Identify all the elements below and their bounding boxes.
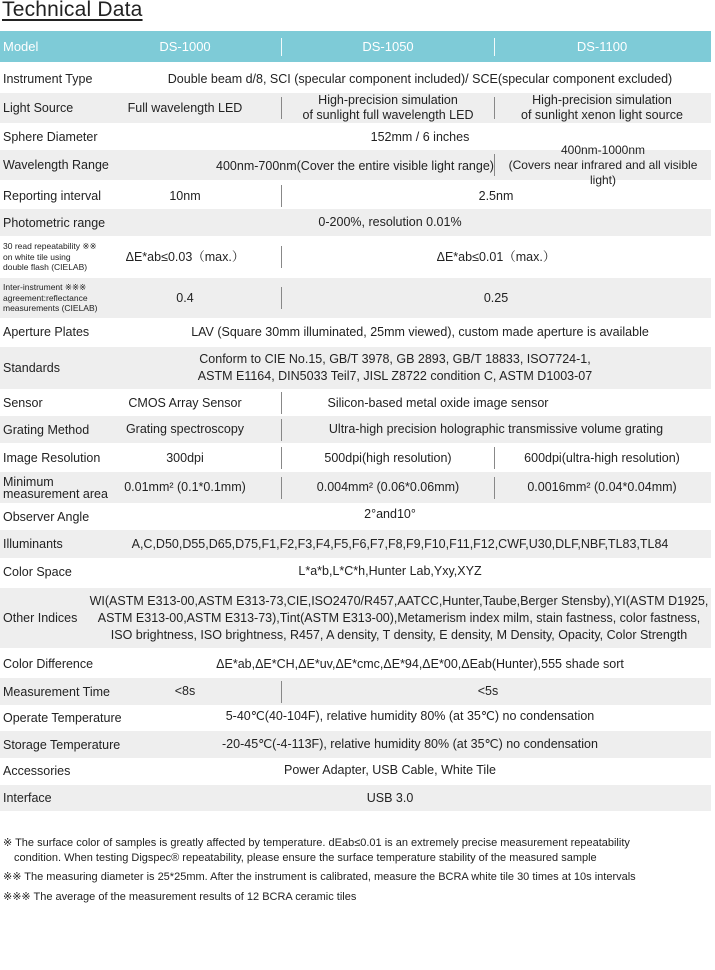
row-label: Standards	[3, 361, 60, 375]
row-label: Image Resolution	[3, 451, 101, 465]
value-ds1000: Full wavelength LED	[127, 100, 243, 115]
row-color-difference	[0, 650, 711, 678]
row-label: Observer Angle	[3, 509, 90, 524]
row-label: Sensor	[3, 396, 43, 410]
row-label: Wavelength Range	[3, 158, 109, 172]
row-value: Double beam d/8, SCI (specular component included)/ SCE(specular component excluded)	[167, 71, 673, 86]
value-ds1100: 0.0016mm² (0.04*0.04mm)	[527, 480, 677, 494]
row-value: L*a*b,L*C*h,Hunter Lab,Yxy,XYZ	[298, 563, 482, 578]
row-light-source	[0, 93, 711, 123]
value-ds1000: ΔE*ab≤0.03（max.）	[125, 249, 245, 264]
row-standards	[0, 347, 711, 389]
row-label: Other Indices	[3, 611, 78, 625]
row-label: Grating Method	[3, 422, 90, 437]
row-label: Inter-instrument ※※※ agreement:reflectance measurements (CIELAB)	[3, 282, 98, 314]
row-label: Minimum measurement area	[3, 474, 108, 501]
header-ds1100: DS-1100	[576, 39, 628, 54]
value-ds1000: Grating spectroscopy	[125, 422, 245, 436]
row-storage-temperature	[0, 731, 711, 758]
row-label: Color Difference	[3, 657, 94, 671]
row-reporting-interval	[0, 182, 711, 210]
header-ds1000: DS-1000	[159, 39, 211, 54]
footnote-1-cont: condition. When testing Digspec® repeatability, please ensure the surface temperature stability of the measured sample	[14, 851, 597, 864]
value-ds1050-1100: Ultra-high precision holographic transmissive volume grating	[328, 422, 664, 436]
row-label: Illuminants	[3, 537, 63, 551]
footnotes	[3, 836, 708, 904]
row-other-indices	[0, 588, 711, 648]
row-wavelength-range	[0, 142, 711, 187]
value-ds1050-1100: Silicon-based metal oxide image sensor	[327, 395, 549, 410]
row-value: ΔE*ab,ΔE*CH,ΔE*uv,ΔE*cmc,ΔE*94,ΔE*00,ΔEab(Hunter),555 shade sort	[216, 656, 624, 671]
row-photometric-range	[0, 209, 711, 236]
value-ds1100: 400nm-1000nm (Covers near infrared and all visible light)	[508, 142, 698, 187]
header-model-label: Model	[3, 39, 39, 54]
row-value: USB 3.0	[366, 790, 414, 805]
value-ds1000: 0.4	[176, 290, 194, 305]
value-ds1100: 600dpi(ultra-high resolution)	[524, 450, 680, 465]
value-ds1050-1100: 2.5nm	[478, 188, 514, 203]
row-value: 0-200%, resolution 0.01%	[318, 215, 462, 229]
value-ds1050-1100: 0.25	[483, 290, 509, 305]
value-ds1050-1100: ΔE*ab≤0.01（max.）	[436, 249, 556, 264]
page-title: Technical Data	[2, 0, 143, 21]
row-label: Color Space	[3, 565, 72, 579]
value-ds1050: 500dpi(high resolution)	[324, 450, 452, 465]
header-ds1050: DS-1050	[362, 39, 414, 54]
footnote-1: ※ The surface color of samples is greatly affected by temperature. dEab≤0.01 is an extremely precise measurement repeatability	[3, 837, 630, 849]
row-label: Sphere Diameter	[3, 130, 98, 144]
row-inter-instrument	[0, 278, 711, 318]
row-value: -20-45℃(-4-113F), relative humidity 80% (at 35℃) no condensation	[222, 737, 598, 751]
value-ds1100: High-precision simulation of sunlight xenon light source	[521, 93, 683, 122]
row-label: Aperture Plates	[3, 325, 90, 339]
row-observer-angle	[0, 503, 711, 530]
table-header	[0, 31, 711, 62]
row-label: Instrument Type	[3, 72, 93, 86]
row-aperture-plates	[0, 318, 711, 346]
row-value: LAV (Square 30mm illuminated, 25mm viewed), custom made aperture is available	[191, 324, 649, 339]
value-ds1050: 0.004mm² (0.06*0.06mm)	[316, 480, 460, 494]
row-label: Measurement Time	[3, 684, 110, 699]
row-label: Light Source	[3, 101, 74, 115]
row-accessories	[0, 758, 711, 784]
row-label: Photometric range	[3, 215, 106, 230]
row-label: Storage Temperature	[3, 737, 121, 752]
row-illuminants	[0, 530, 711, 558]
row-repeatability	[0, 237, 711, 277]
value-ds1000: 300dpi	[166, 450, 204, 465]
footnote-3: ※※※ The average of the measurement results of 12 BCRA ceramic tiles	[3, 890, 357, 903]
row-value: A,C,D50,D55,D65,D75,F1,F2,F3,F4,F5,F6,F7,F8,F9,F10,F11,F12,CWF,U30,DLF,NBF,TL83,TL84	[131, 536, 669, 551]
row-label: Interface	[3, 791, 52, 805]
row-instrument-type	[0, 65, 711, 93]
row-image-resolution	[0, 444, 711, 472]
row-value: 5-40℃(40-104F), relative humidity 80% (at 35℃) no condensation	[225, 708, 595, 723]
row-color-space	[0, 558, 711, 586]
row-label: 30 read repeatability ※※ on white tile using double flash (CIELAB)	[3, 241, 97, 273]
row-value: Power Adapter, USB Cable, White Tile	[284, 762, 496, 777]
row-value: WI(ASTM E313-00,ASTM E313-73,CIE,ISO2470/R457,AATCC,Hunter,Taube,Berger Stensby),YI(ASTM D1925, ASTM E313-00,ASTM E313-73),Tint(ASTM E313-00),Metamerism index milm, stain fastness, color fastness, ISO brightness, ISO brightness, R457, A density, T density, E density, M Density, Opacity, Color Strength	[89, 593, 709, 642]
row-label: Operate Temperature	[3, 710, 122, 725]
footnote-2: ※※ The measuring diameter is 25*25mm. After the instrument is calibrated, measure the BCRA white tile 30 times at 10s intervals	[3, 871, 636, 883]
value-ds1050: High-precision simulation of sunlight full wavelength LED	[302, 93, 474, 122]
row-value: 2°and10°	[364, 507, 416, 521]
row-interface	[0, 785, 711, 811]
row-sensor	[0, 390, 711, 416]
row-label: Accessories	[3, 764, 71, 778]
value-ds1050-1100: <5s	[477, 684, 499, 698]
value-ds1000-1050: 400nm-700nm(Cover the entire visible light range)	[216, 158, 494, 173]
row-measurement-time	[0, 678, 711, 705]
row-value: Conform to CIE No.15, GB/T 3978, GB 2893, GB/T 18833, ISO7724-1, ASTM E1164, DIN5033 Teil7, JISL Z8722 condition C, ASTM D1003-07	[197, 352, 593, 383]
value-ds1000: CMOS Array Sensor	[128, 395, 242, 410]
row-value: 152mm / 6 inches	[370, 129, 470, 144]
row-operate-temperature	[0, 705, 711, 730]
value-ds1000: <8s	[174, 684, 196, 698]
row-grating-method	[0, 416, 711, 443]
row-label: Reporting interval	[3, 189, 101, 203]
value-ds1000: 0.01mm² (0.1*0.1mm)	[124, 480, 246, 494]
value-ds1000: 10nm	[169, 188, 201, 203]
